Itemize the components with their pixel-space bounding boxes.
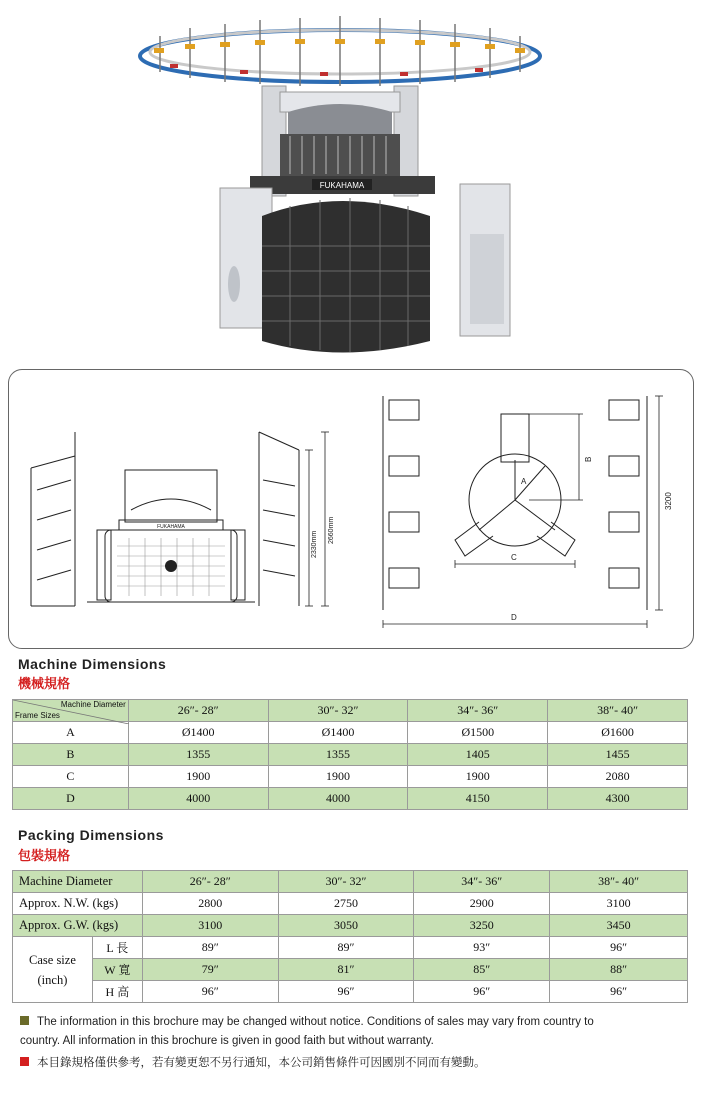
machine-dimensions-title: Machine Dimensions xyxy=(18,656,167,672)
table-cell: 3100 xyxy=(142,915,278,937)
table-row xyxy=(13,766,688,788)
col-header: 30″- 32″ xyxy=(278,871,414,893)
disclaimer-zh-text: 本目錄規格僅供參考，若有變更恕不另行通知，本公司銷售條件可因國別不同而有變動。 xyxy=(37,1055,486,1069)
packing-dimensions-table xyxy=(12,870,688,1003)
row-label: C xyxy=(13,766,129,788)
table-cell: 85″ xyxy=(414,959,550,981)
drawing-brand: FUKAHAMA xyxy=(157,524,185,530)
table-cell: 3250 xyxy=(414,915,550,937)
case-size-label-2: (inch) xyxy=(37,972,68,987)
table-cell: 4300 xyxy=(548,788,688,810)
table-row xyxy=(13,722,688,744)
dimension-drawing-panel xyxy=(8,369,694,649)
table-cell: 96″ xyxy=(550,981,688,1003)
table-cell: 96″ xyxy=(142,981,278,1003)
table-cell: 96″ xyxy=(550,937,688,959)
table-cell: 3050 xyxy=(278,915,414,937)
table-cell: 1455 xyxy=(548,744,688,766)
row-label: L 長 xyxy=(92,937,142,959)
table-cell: 4150 xyxy=(408,788,548,810)
table-row xyxy=(13,959,688,981)
table-cell: 93″ xyxy=(414,937,550,959)
table-row xyxy=(13,893,688,915)
header-machine-diameter: Machine Diameter xyxy=(60,700,126,709)
table-cell: 2900 xyxy=(414,893,550,915)
dim-2330: 2330mm xyxy=(311,530,318,558)
col-header: 34″- 36″ xyxy=(414,871,550,893)
table-cell: 1900 xyxy=(128,766,268,788)
table-cell: Ø1400 xyxy=(128,722,268,744)
row-label: Approx. N.W. (kgs) xyxy=(13,893,143,915)
label-b: B xyxy=(584,456,593,462)
col-header: 38″- 40″ xyxy=(548,700,688,722)
table-cell: 3450 xyxy=(550,915,688,937)
row-label: W 寬 xyxy=(92,959,142,981)
dim-2660: 2660mm xyxy=(328,516,335,544)
row-label: Approx. G.W. (kgs) xyxy=(13,915,143,937)
table-cell: Ø1400 xyxy=(268,722,408,744)
table-cell: Ø1600 xyxy=(548,722,688,744)
table-cell: 4000 xyxy=(268,788,408,810)
label-a: A xyxy=(521,477,527,486)
table-cell: 88″ xyxy=(550,959,688,981)
table-row xyxy=(13,915,688,937)
table-cell: 89″ xyxy=(142,937,278,959)
diagonal-header-cell xyxy=(13,700,129,722)
row-label: B xyxy=(13,744,129,766)
row-label: A xyxy=(13,722,129,744)
table-row xyxy=(13,981,688,1003)
table-cell: 1900 xyxy=(268,766,408,788)
disclaimer-en-line2: country. All information in this brochure is given in good faith but without warranty. xyxy=(20,1035,434,1047)
table-cell: 2750 xyxy=(278,893,414,915)
table-cell: 2800 xyxy=(142,893,278,915)
table-cell: 96″ xyxy=(414,981,550,1003)
row-label: H 高 xyxy=(92,981,142,1003)
table-header-row xyxy=(13,700,688,722)
case-size-label xyxy=(13,937,93,1003)
machine-dimensions-table xyxy=(12,699,688,810)
machine-dimensions-title-zh: 機械規格 xyxy=(18,677,71,692)
packing-dimensions-title: Packing Dimensions xyxy=(18,827,164,843)
dimension-drawing xyxy=(9,370,693,648)
table-cell: 1355 xyxy=(268,744,408,766)
dim-3200: 3200 xyxy=(664,492,673,510)
machine-photo xyxy=(130,6,550,354)
table-cell: 2080 xyxy=(548,766,688,788)
table-row xyxy=(13,937,688,959)
table-cell: 96″ xyxy=(278,981,414,1003)
red-square-icon xyxy=(20,1057,29,1066)
label-d: D xyxy=(511,613,517,622)
table-header-row xyxy=(13,871,688,893)
label-c: C xyxy=(511,553,517,562)
col-header: 38″- 40″ xyxy=(550,871,688,893)
table-row xyxy=(13,788,688,810)
col-header: 26″- 28″ xyxy=(128,700,268,722)
table-cell: 4000 xyxy=(128,788,268,810)
col-header: 30″- 32″ xyxy=(268,700,408,722)
table-cell: 1355 xyxy=(128,744,268,766)
table-cell: 1900 xyxy=(408,766,548,788)
disclaimer-zh xyxy=(20,1053,690,1072)
table-row xyxy=(13,744,688,766)
table-cell: 3100 xyxy=(550,893,688,915)
table-cell: 79″ xyxy=(142,959,278,981)
col-header: 26″- 28″ xyxy=(142,871,278,893)
table-cell: 89″ xyxy=(278,937,414,959)
col-header: 34″- 36″ xyxy=(408,700,548,722)
packing-dimensions-title-zh: 包裝規格 xyxy=(18,849,71,864)
disclaimer-en xyxy=(20,1013,690,1051)
olive-square-icon xyxy=(20,1016,29,1025)
disclaimer-en-line1: The information in this brochure may be changed without notice. Conditions of sales may vary from country to xyxy=(37,1016,594,1028)
table-cell: 1405 xyxy=(408,744,548,766)
header-frame-sizes: Frame Sizes xyxy=(15,711,60,720)
table-cell: 81″ xyxy=(278,959,414,981)
case-size-label-1: Case size xyxy=(29,952,76,967)
row-label: D xyxy=(13,788,129,810)
photo-brand: FUKAHAMA xyxy=(319,181,365,190)
table-cell: Ø1500 xyxy=(408,722,548,744)
header-machine-diameter: Machine Diameter xyxy=(13,871,143,893)
